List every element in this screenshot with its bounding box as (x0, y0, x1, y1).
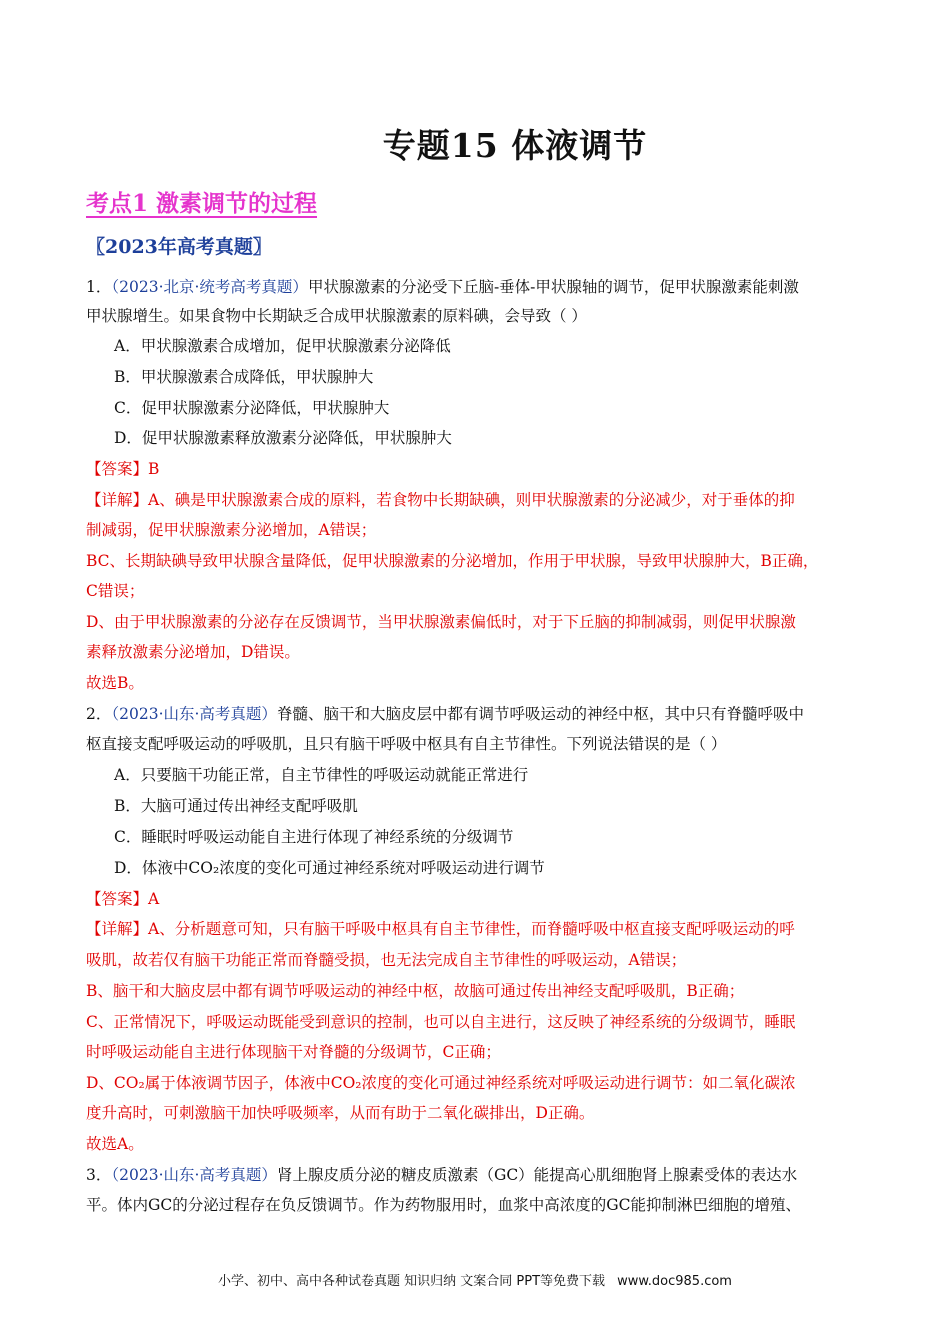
question-3-stem (86, 1164, 797, 1186)
option-c: C．促甲状腺激素分泌降低，甲状腺肿大 (114, 399, 390, 417)
year-header: 〖2023年高考真题〗 (86, 236, 272, 258)
explanation-line: D、CO₂属于体液调节因子，体液中CO₂浓度的变化可通过神经系统对呼吸运动进行调节：如二氧化碳浓 (86, 1074, 796, 1092)
footer-link[interactable]: www.doc985.com (617, 1274, 732, 1289)
option-d: D．促甲状腺激素释放激素分泌降低，甲状腺肿大 (114, 429, 452, 447)
question-source: （2023·山东·高考真题） (111, 1166, 277, 1184)
option-b: B．甲状腺激素合成降低，甲状腺肿大 (114, 368, 374, 386)
stem-text: 肾上腺皮质分泌的糖皮质激素（GC）能提高心肌细胞肾上腺素受体的表达水 (276, 1166, 798, 1184)
question-number: 3． (86, 1166, 112, 1184)
question-number: 1． (86, 278, 112, 296)
footer-text: 小学、初中、高中各种试卷真题 知识归纳 文案合同 PPT等免费下载 (218, 1274, 606, 1289)
explanation-line: 素释放激素分泌增加，D错误。 (86, 643, 300, 661)
explanation-line: D、由于甲状腺激素的分泌存在反馈调节，当甲状腺激素偏低时，对于下丘脑的抑制减弱，则促甲状腺激 (86, 613, 796, 631)
stem-text: 甲状腺激素的分泌受下丘脑-垂体-甲状腺轴的调节，促甲状腺激素能刺激 (307, 278, 799, 296)
question-3-stem-cont: 平。体内GC的分泌过程存在负反馈调节。作为药物服用时，血浆中高浓度的GC能抑制淋巴细胞的增殖、 (86, 1196, 801, 1214)
page-footer (0, 1270, 950, 1289)
question-2-stem-cont: 枢直接支配呼吸运动的呼吸肌，且只有脑干呼吸中枢具有自主节律性。下列说法错误的是（ ） (86, 735, 727, 753)
option-b: B．大脑可通过传出神经支配呼吸肌 (114, 797, 358, 815)
option-c: C．睡眠时呼吸运动能自主进行体现了神经系统的分级调节 (114, 828, 514, 846)
explanation-line: 【详解】A、碘是甲状腺激素合成的原料，若食物中长期缺碘，则甲状腺激素的分泌减少，对于垂体的抑 (86, 491, 795, 509)
option-d: D．体液中CO₂浓度的变化可通过神经系统对呼吸运动进行调节 (114, 859, 545, 877)
answer: 【答案】B (86, 460, 160, 478)
explanation-line: C、正常情况下，呼吸运动既能受到意识的控制，也可以自主进行，这反映了神经系统的分级调节，睡眠 (86, 1013, 796, 1031)
explanation-line: 制减弱，促甲状腺激素分泌增加，A错误； (86, 521, 377, 539)
answer: 【答案】A (86, 890, 160, 908)
conclusion: 故选B。 (86, 674, 144, 692)
explanation-line: 度升高时，可刺激脑干加快呼吸频率，从而有助于二氧化碳排出，D正确。 (86, 1104, 595, 1122)
page-title: 专题15 体液调节 (382, 126, 648, 165)
explanation-line: 时呼吸运动能自主进行体现脑干对脊髓的分级调节，C正确； (86, 1043, 501, 1061)
option-a: A．甲状腺激素合成增加，促甲状腺激素分泌降低 (114, 337, 451, 355)
conclusion: 故选A。 (86, 1135, 144, 1153)
question-2-stem (86, 703, 804, 725)
question-source: （2023·山东·高考真题） (111, 705, 277, 723)
question-1-stem (86, 276, 799, 298)
explanation-line: 【详解】A、分析题意可知，只有脑干呼吸中枢具有自主节律性，而脊髓呼吸中枢直接支配呼吸运动的呼 (86, 920, 795, 938)
stem-text: 脊髓、脑干和大脑皮层中都有调节呼吸运动的神经中枢，其中只有脊髓呼吸中 (276, 705, 804, 723)
option-a: A．只要脑干功能正常，自主节律性的呼吸运动就能正常进行 (114, 766, 529, 784)
explanation-line: BC、长期缺碘导致甲状腺含量降低，促甲状腺激素的分泌增加，作用于甲状腺，导致甲状腺肿大，B正确， (86, 552, 819, 570)
explanation-line: B、脑干和大脑皮层中都有调节呼吸运动的神经中枢，故脑可通过传出神经支配呼吸肌，B正确； (86, 982, 745, 1000)
question-number: 2． (86, 705, 112, 723)
explanation-line: 吸肌，故若仅有脑干功能正常而脊髓受损，也无法完成自主节律性的呼吸运动，A错误； (86, 951, 687, 969)
question-1-stem-cont: 甲状腺增生。如果食物中长期缺乏合成甲状腺激素的原料碘，会导致（ ） (86, 307, 587, 325)
explanation-line: C错误； (86, 582, 145, 600)
question-source: （2023·北京·统考高考真题） (111, 278, 308, 296)
section-heading: 考点1 激素调节的过程 (86, 190, 318, 217)
